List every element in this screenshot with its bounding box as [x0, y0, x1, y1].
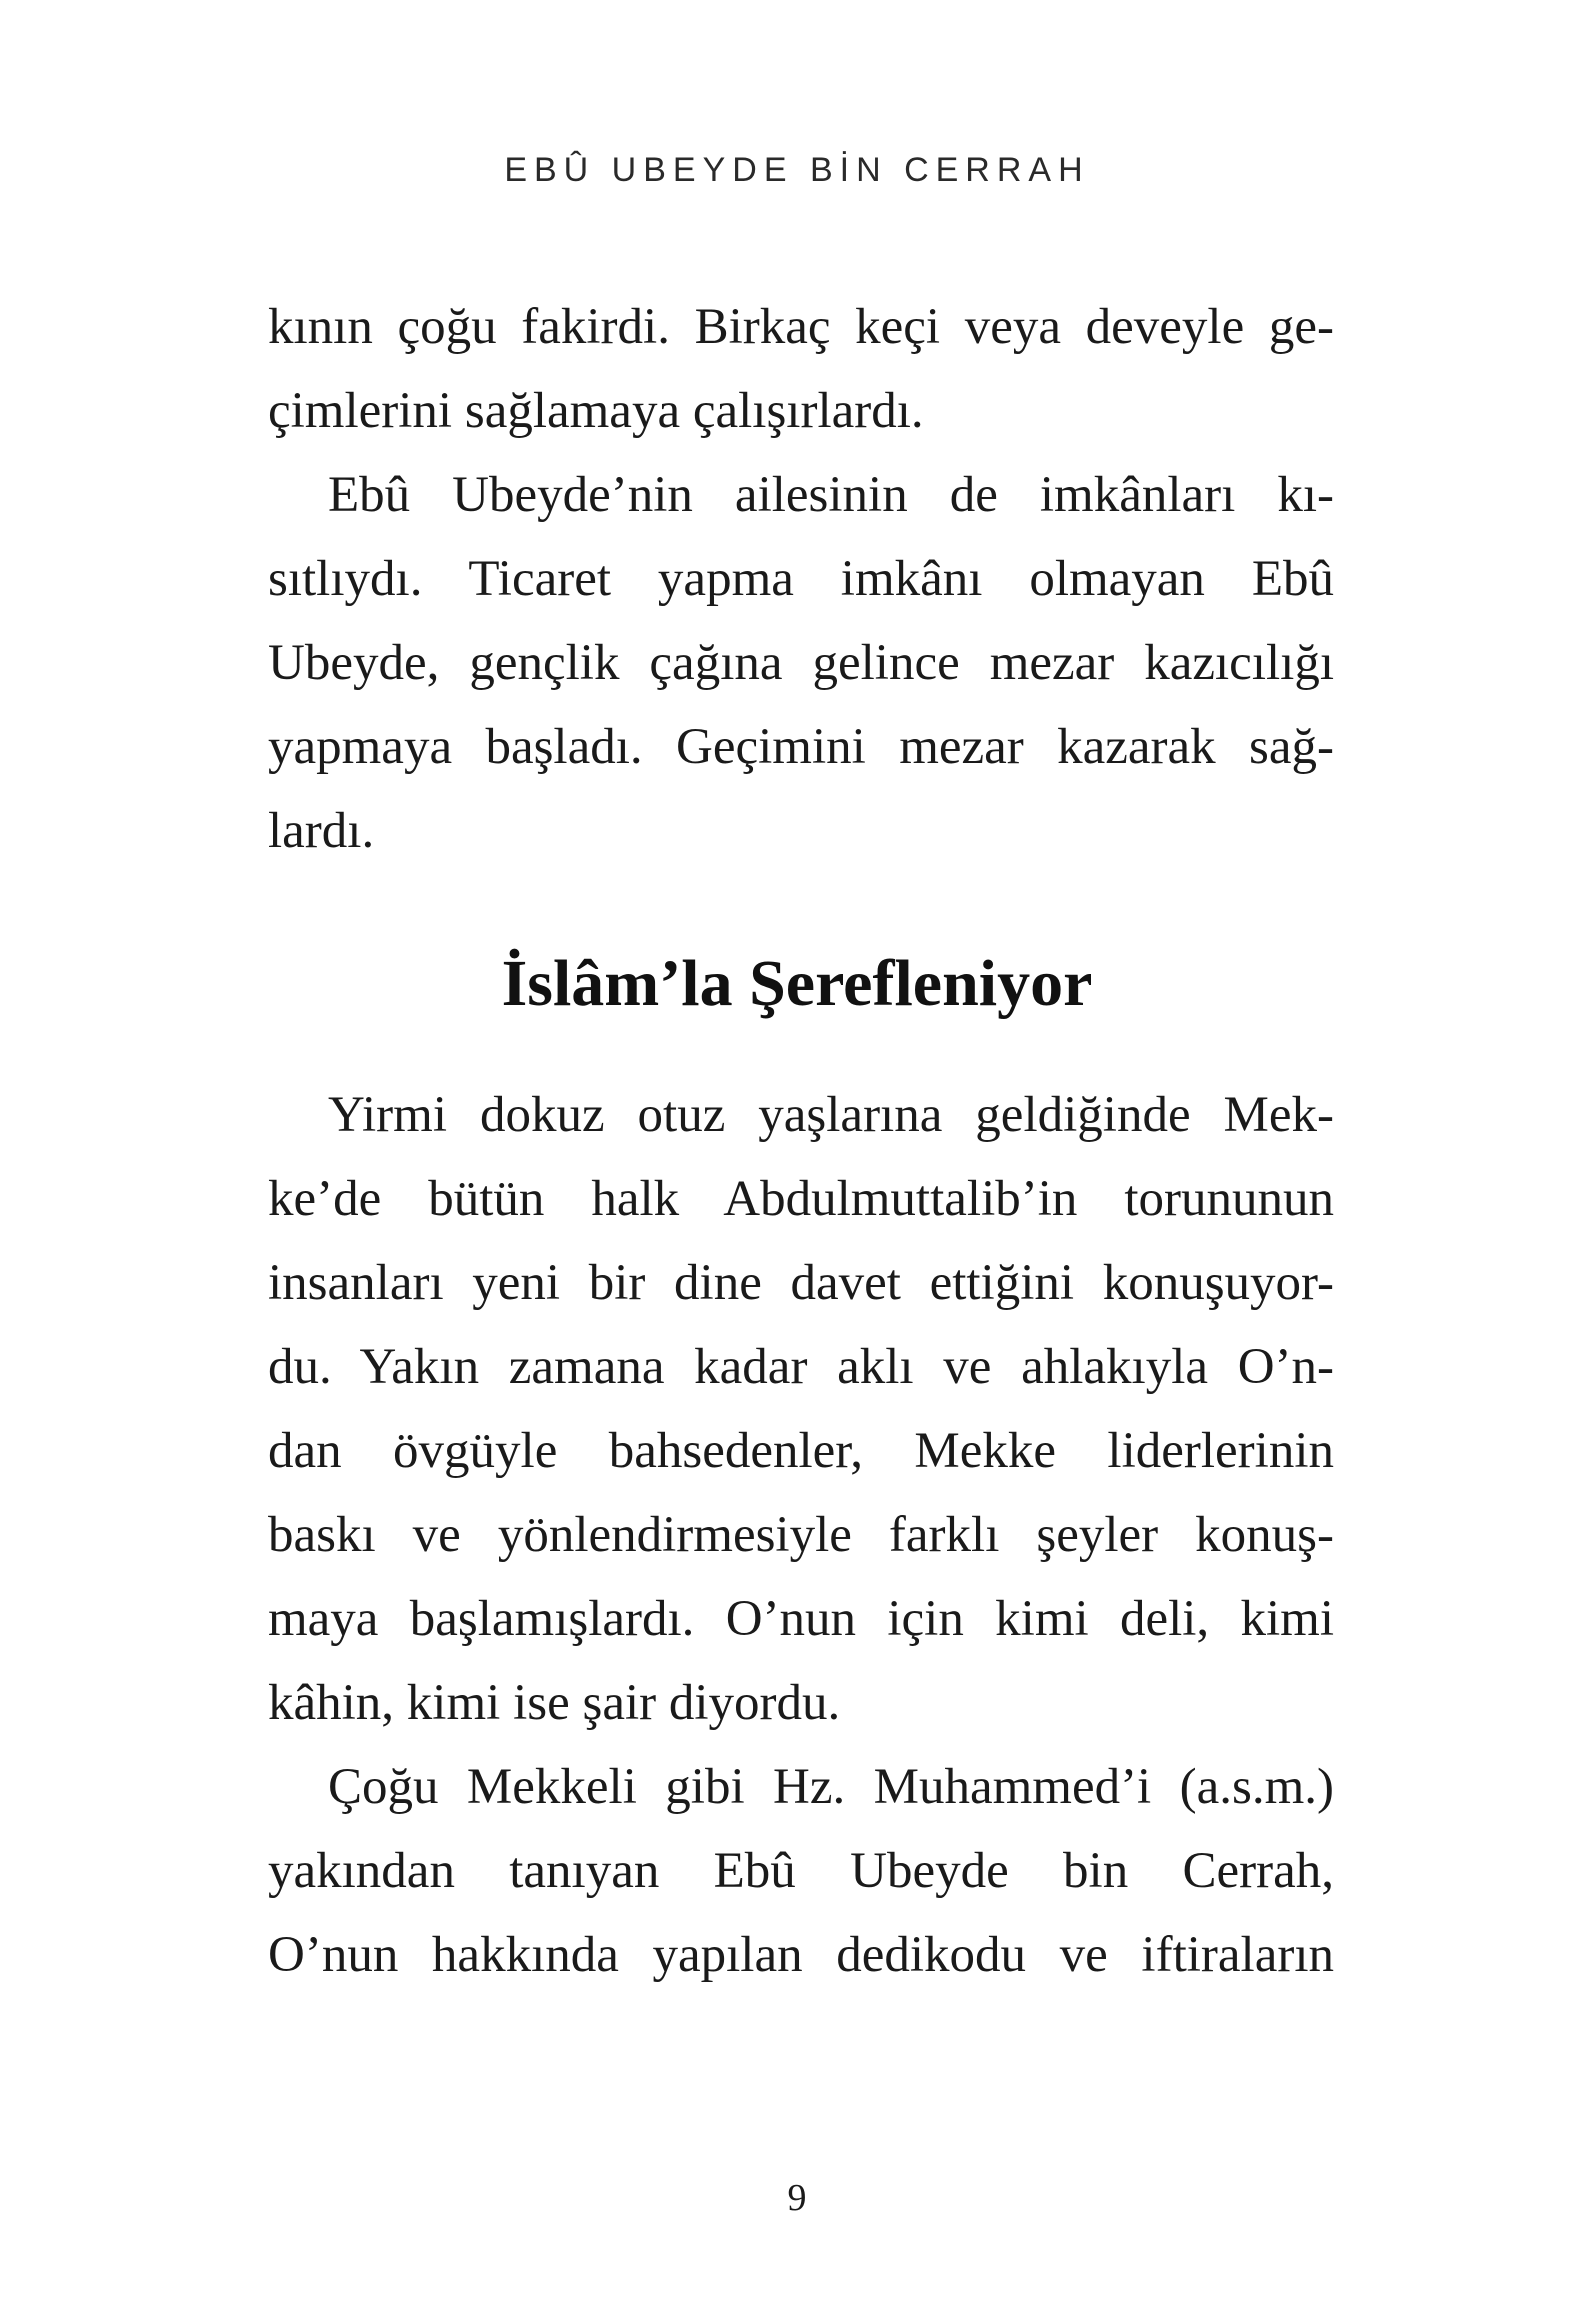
text-line: dan övgüyle bahsedenler, Mekke liderlerinin: [268, 1423, 1334, 1479]
text-line: kâhin, kimi ise şair diyordu.: [268, 1675, 841, 1731]
running-head: EBÛ UBEYDE BİN CERRAH: [504, 151, 1090, 189]
paragraph: [268, 453, 1334, 873]
text-line: kının çoğu fakirdi. Birkaç keçi veya deveyle ge-: [268, 299, 1334, 355]
page-number: 9: [787, 2177, 807, 2219]
paragraph: [268, 285, 1334, 453]
text-line: Ubeyde, gençlik çağına gelince mezar kazıcılığı: [268, 635, 1334, 691]
paragraph: [268, 1745, 1334, 1997]
section-heading: İslâm’la Şerefleniyor: [501, 947, 1093, 1020]
body-text-top: [268, 285, 1334, 873]
text-line: ke’de bütün halk Abdulmuttalib’in torununun: [268, 1171, 1334, 1227]
text-line: insanları yeni bir dine davet ettiğini konuşuyor-: [268, 1255, 1334, 1311]
text-line: O’nun hakkında yapılan dedikodu ve iftiraların: [268, 1927, 1334, 1983]
text-line: Ebû Ubeyde’nin ailesinin de imkânları kı-: [328, 467, 1334, 523]
text-line: sıtlıydı. Ticaret yapma imkânı olmayan Ebû: [268, 551, 1334, 607]
text-line: Çoğu Mekkeli gibi Hz. Muhammed’i (a.s.m.): [328, 1759, 1334, 1815]
text-line: yakından tanıyan Ebû Ubeyde bin Cerrah,: [268, 1843, 1334, 1899]
text-line: lardı.: [268, 803, 375, 859]
text-line: du. Yakın zamana kadar aklı ve ahlakıyla O’n-: [268, 1339, 1334, 1395]
text-line: yapmaya başladı. Geçimini mezar kazarak sağ-: [268, 719, 1334, 775]
text-line: çimlerini sağlamaya çalışırlardı.: [268, 383, 924, 439]
paragraph: [268, 1073, 1334, 1745]
text-line: baskı ve yönlendirmesiyle farklı şeyler konuş-: [268, 1507, 1334, 1563]
text-line: Yirmi dokuz otuz yaşlarına geldiğinde Mek-: [328, 1087, 1334, 1143]
body-text-section: [268, 1073, 1334, 1997]
text-line: maya başlamışlardı. O’nun için kimi deli, kimi: [268, 1591, 1334, 1647]
